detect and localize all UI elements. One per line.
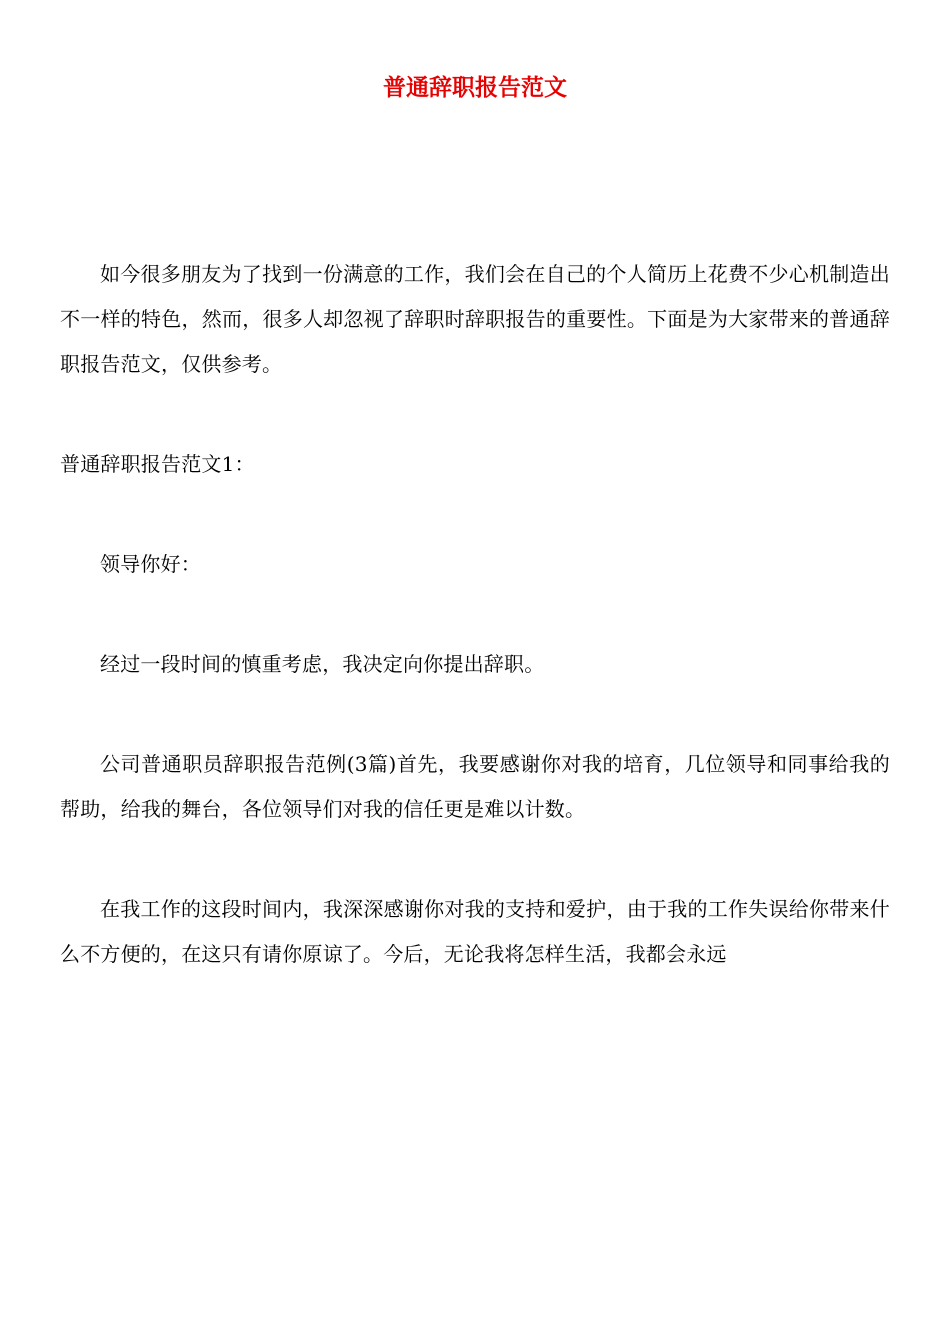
intro-paragraph: 如今很多朋友为了找到一份满意的工作，我们会在自己的个人简历上花费不少心机制造出不一样的特色，然而，很多人却忽视了辞职时辞职报告的重要性。下面是为大家带来的普通辞职报告范文，仅供参考。	[60, 262, 890, 376]
decision-paragraph: 经过一段时间的慎重考虑，我决定向你提出辞职。	[100, 652, 545, 676]
thanks-paragraph: 公司普通职员辞职报告范例(3篇)首先，我要感谢你对我的培育，几位领导和同事给我的帮助，给我的舞台，各位领导们对我的信任更是难以计数。	[60, 752, 890, 821]
document-body	[60, 252, 890, 1032]
apology-paragraph: 在我工作的这段时间内，我深深感谢你对我的支持和爱护，由于我的工作失误给你带来什么不方便的，在这只有请你原谅了。今后，无论我将怎样生活，我都会永远	[60, 897, 890, 966]
salutation-paragraph: 领导你好：	[100, 552, 201, 576]
section-heading: 普通辞职报告范文1：	[60, 452, 255, 476]
document-title: 普通辞职报告范文	[383, 75, 567, 101]
